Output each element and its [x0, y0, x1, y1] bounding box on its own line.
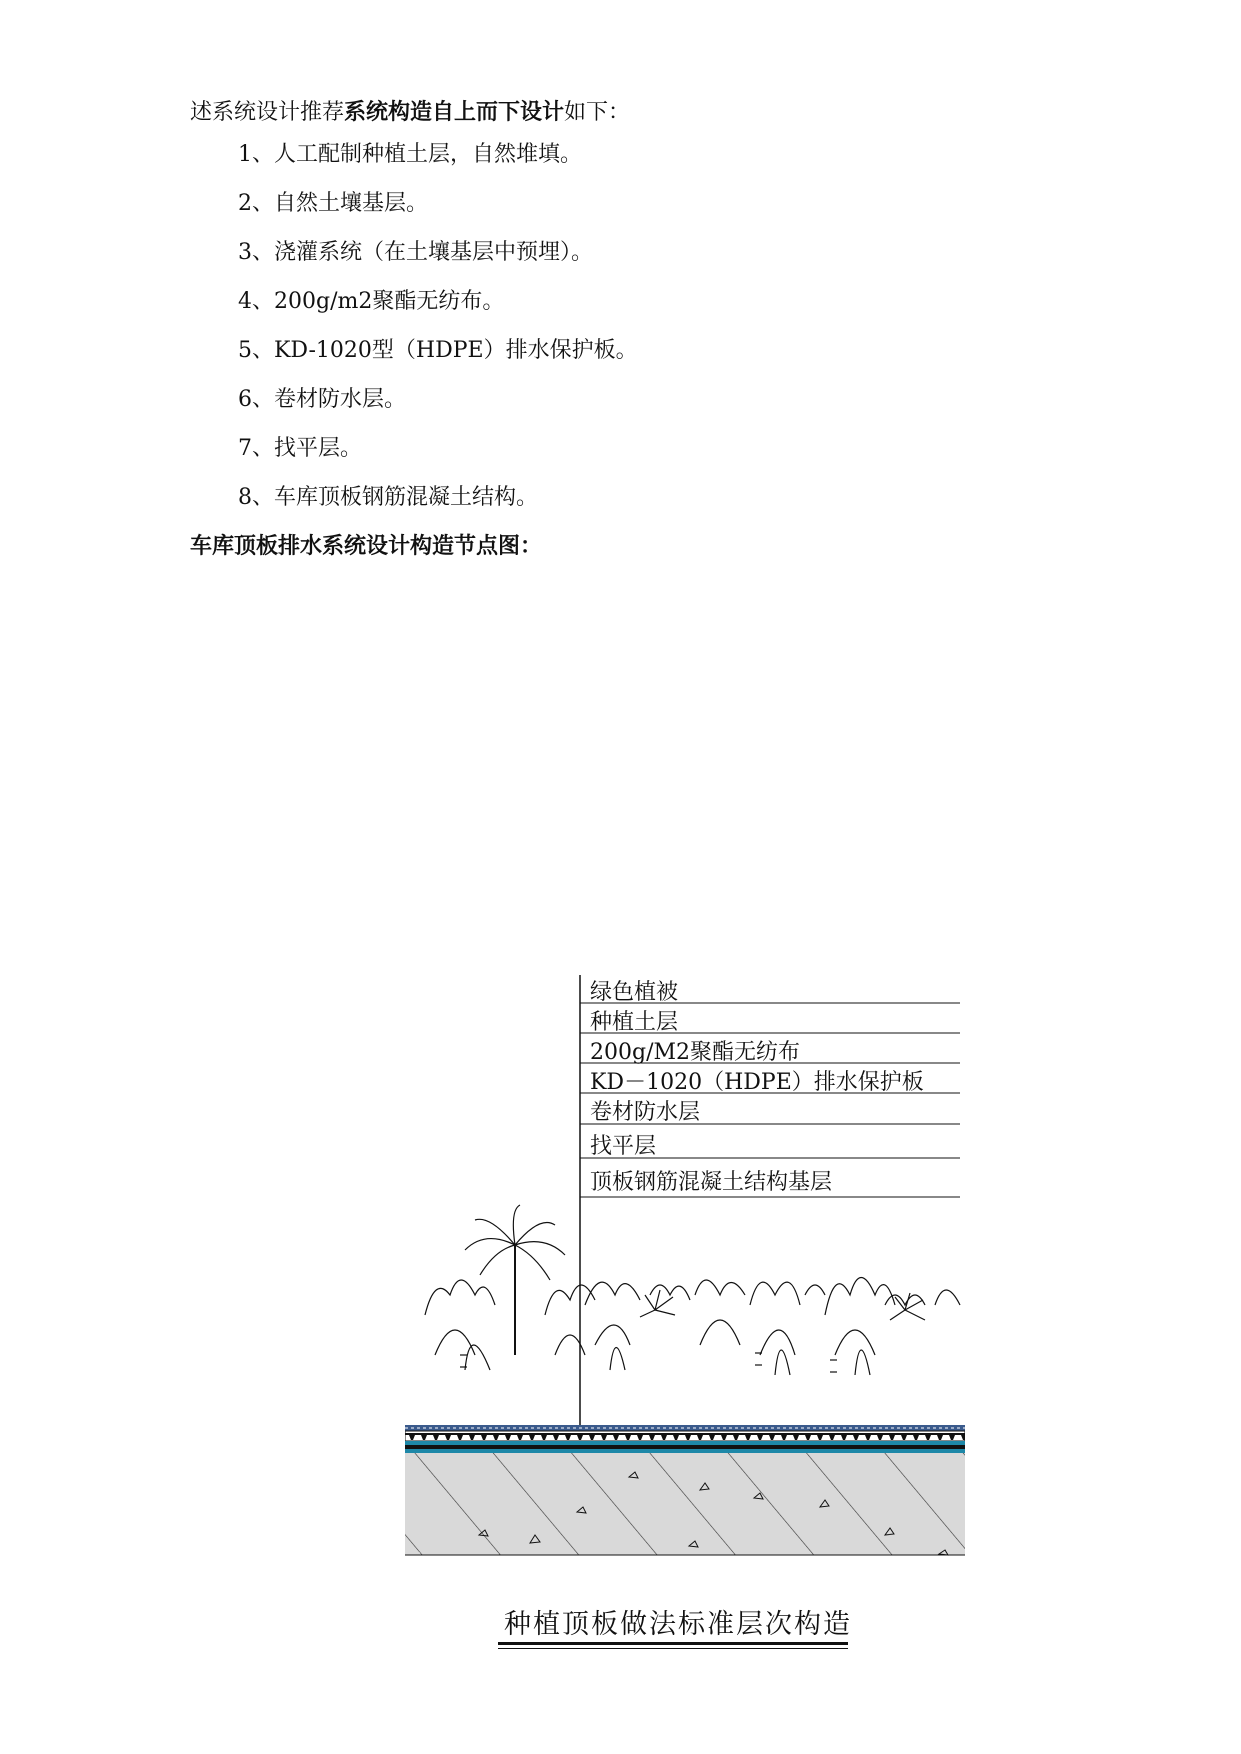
waterproof-layer [405, 1441, 965, 1445]
list-item: 3、浇灌系统（在土壤基层中预埋）。 [238, 240, 593, 265]
list-item: 5、KD-1020型（HDPE）排水保护板。 [238, 338, 638, 363]
vegetation [425, 1205, 960, 1375]
diagram-label: 绿色植被 [590, 980, 679, 1005]
list-item: 2、自然土壤基层。 [238, 191, 428, 216]
diagram-label: 找平层 [590, 1134, 657, 1159]
layer-list [238, 130, 638, 522]
diagram-label: KD－1020（HDPE）排水保护板 [590, 1070, 924, 1095]
list-item: 1、人工配制种植土层，自然堆填。 [238, 142, 582, 167]
diagram-label: 顶板钢筋混凝土结构基层 [590, 1170, 833, 1195]
intro-suffix: 如下： [564, 100, 631, 125]
diagram-label: 卷材防水层 [590, 1100, 701, 1125]
intro-prefix: 述系统设计推荐 [190, 100, 345, 125]
list-item: 7、找平层。 [238, 436, 362, 461]
list-item: 8、车库顶板钢筋混凝土结构。 [238, 485, 538, 510]
intro-bold: 系统构造自上而下设计 [344, 100, 565, 125]
list-item: 6、卷材防水层。 [238, 387, 406, 412]
diagram-caption: 种植顶板做法标准层次构造 [504, 1609, 852, 1640]
section-heading: 车库顶板排水系统设计构造节点图： [190, 534, 543, 559]
diagram-label: 种植土层 [590, 1010, 679, 1035]
caption-underline [498, 1642, 848, 1645]
list-item: 4、200g/m2聚酯无纺布。 [238, 289, 505, 314]
diagram-label: 200g/M2聚酯无纺布 [590, 1040, 801, 1065]
intro-line [190, 96, 630, 130]
construction-diagram [405, 975, 965, 1575]
caption-underline-thin [498, 1648, 848, 1649]
leveling-layer [405, 1445, 965, 1449]
